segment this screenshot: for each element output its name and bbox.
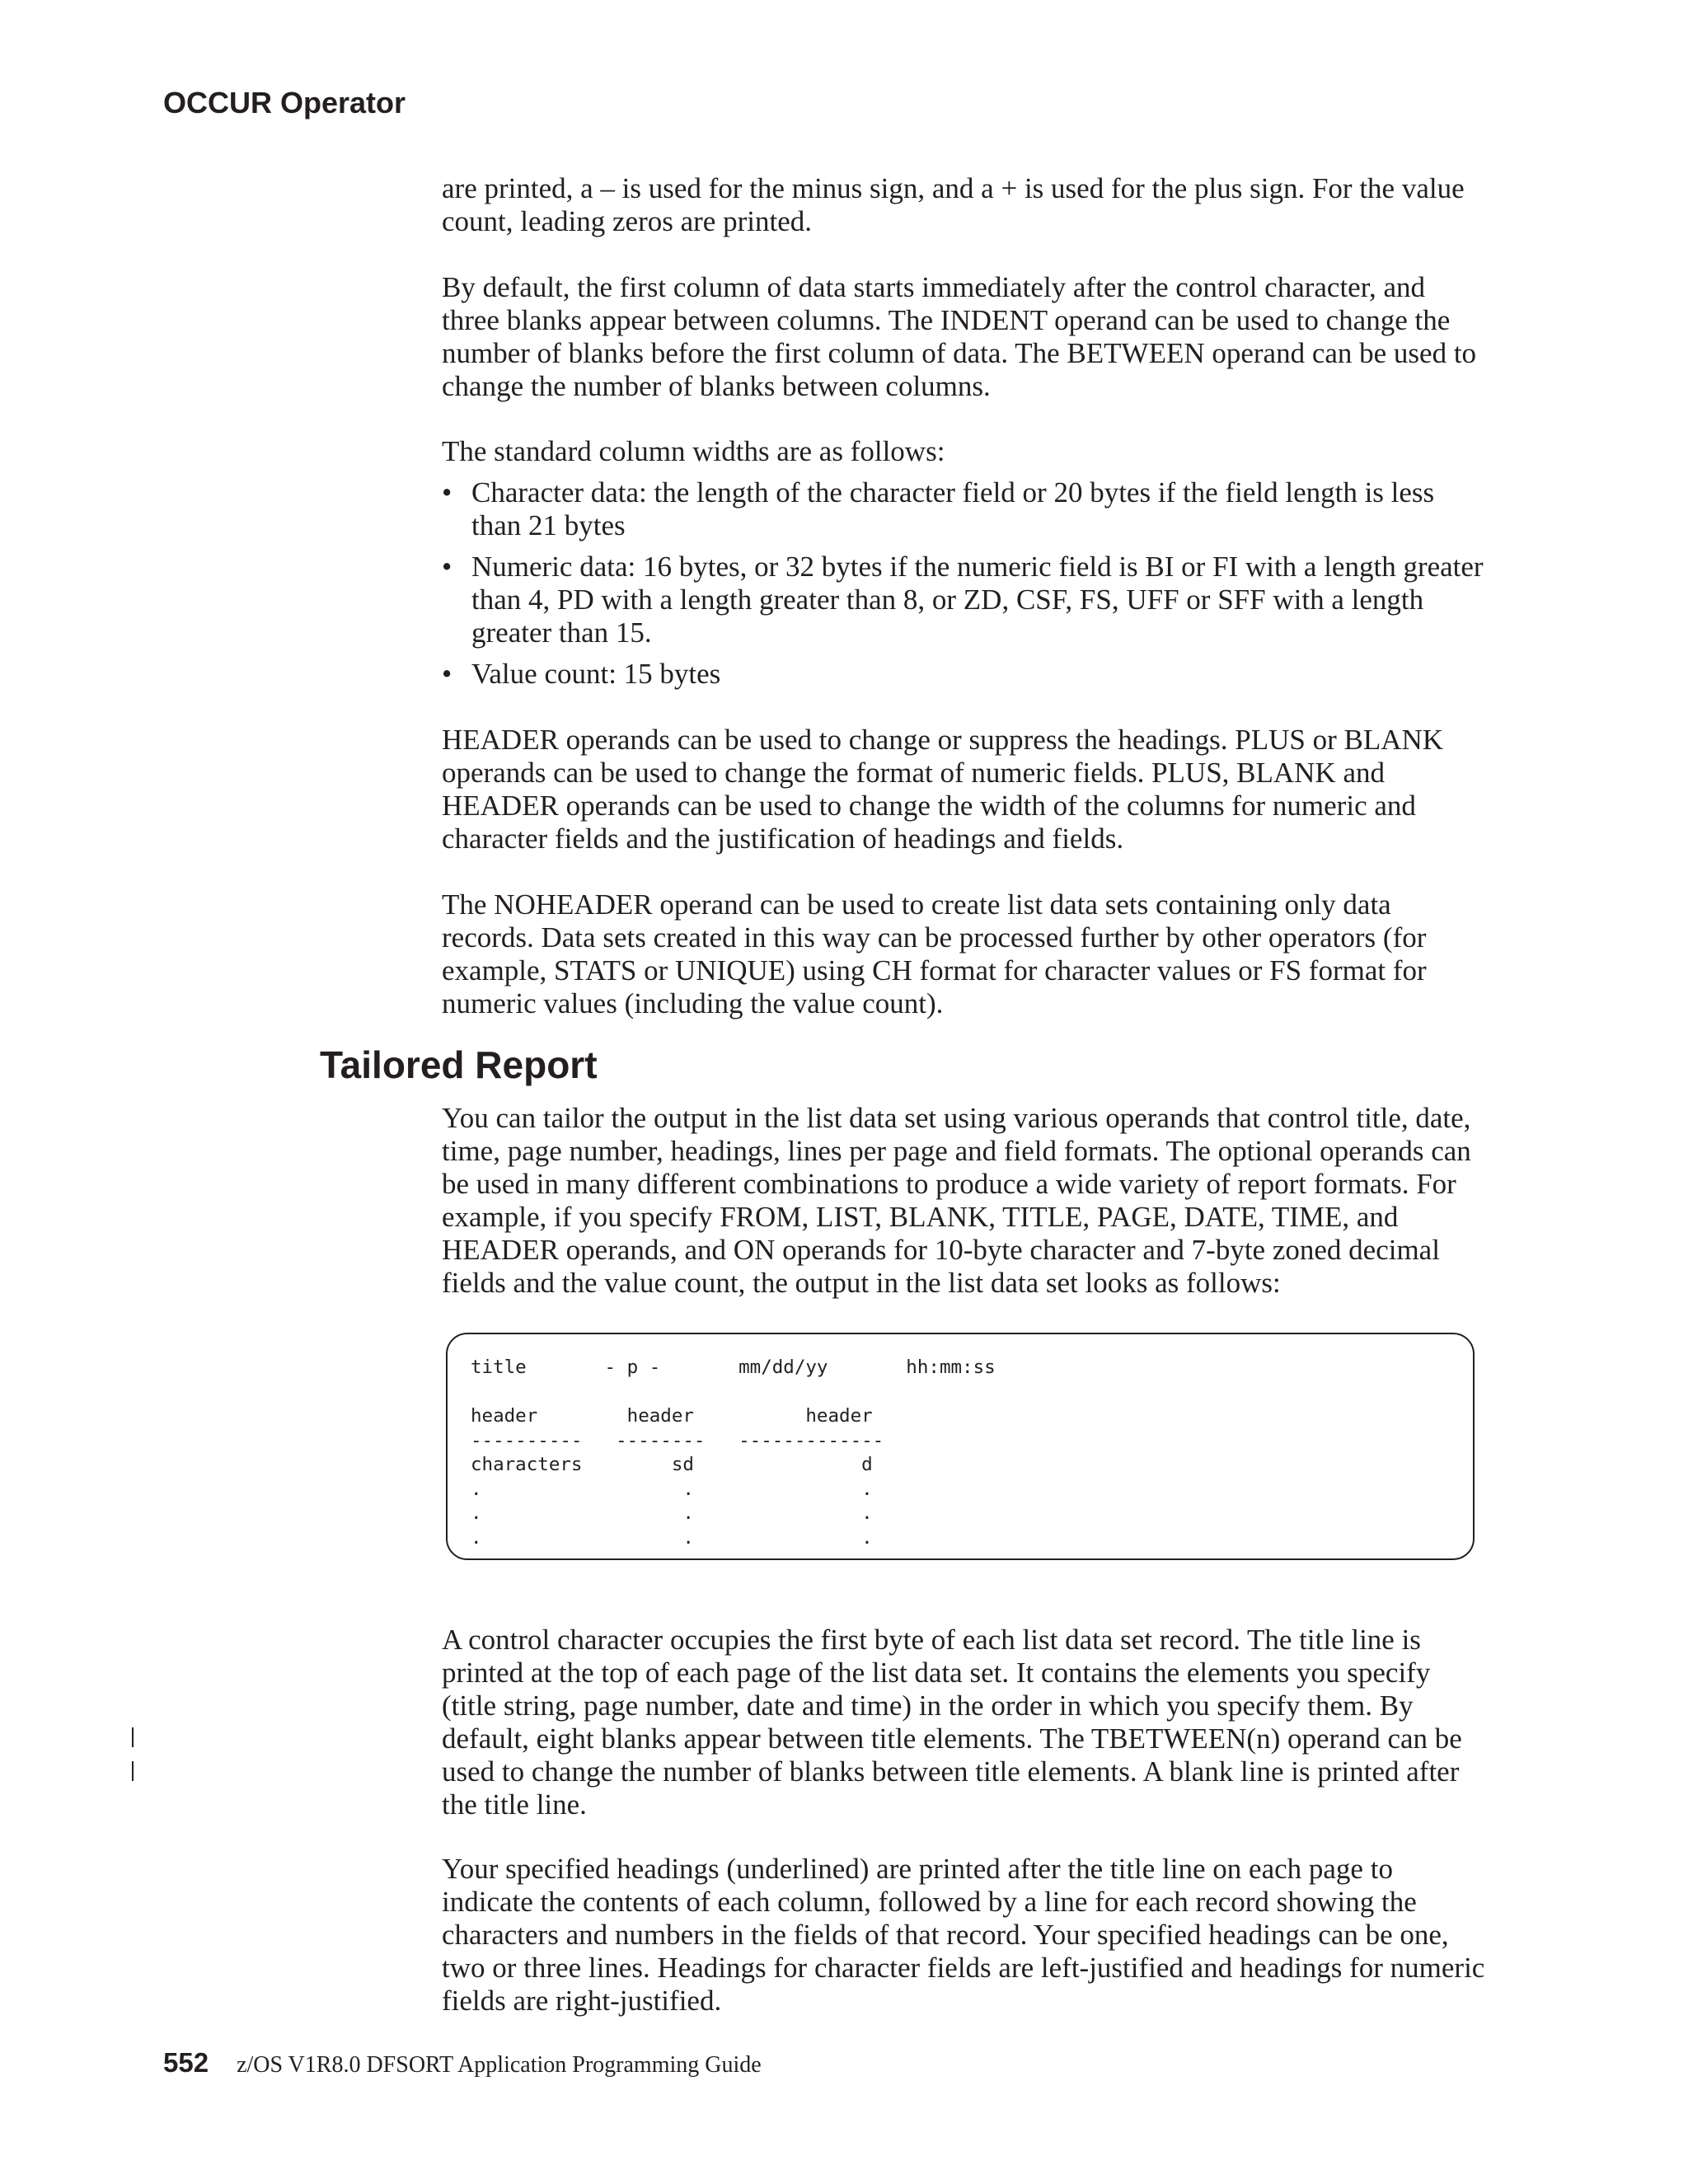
paragraph-text: Your specified headings (underlined) are printed after the title line on each page to indicate the contents of each column, followed by a line for each record showing the characters and numbers in the fields of that record. Your specified headings can be one, two or three lines. Headings for character fields are left-justified and headings for numeric fields are right-justified. <box>442 1853 1485 2017</box>
paragraph-text: The NOHEADER operand can be used to create list data sets containing only data records. Data sets created in this way can be processed further by other operators (for example, STATS or UNIQUE) using CH format for character values or FS format for numeric values (including the value count). <box>442 888 1427 1019</box>
page-number: 552 <box>163 2047 209 2078</box>
page-footer <box>163 2047 762 2079</box>
paragraph-tailor-intro <box>442 1102 1489 1300</box>
paragraph-default-columns <box>442 271 1489 403</box>
revision-change-bar <box>132 1761 134 1781</box>
paragraph-text: You can tailor the output in the list data set using various operands that control title, date, time, page number, headings, lines per page and field formats. The optional operands can be used in many different combinations to produce a wide variety of report formats. For example, if you specify FROM, LIST, BLANK, TITLE, PAGE, DATE, TIME, and HEADER operands, and ON operands for 10-byte character and 7-byte zoned decimal fields and the value count, the output in the list data set looks as follows: <box>442 1102 1471 1299</box>
bullet-marker: • <box>442 551 452 583</box>
book-title: z/OS V1R8.0 DFSORT Application Programming Guide <box>237 2052 762 2078</box>
list-item-text: Numeric data: 16 bytes, or 32 bytes if the numeric field is BI or FI with a length greater than 4, PD with a length greater than 8, or ZD, CSF, FS, UFF or SFF with a length greater than 15. <box>471 551 1484 649</box>
list-item-text: Value count: 15 bytes <box>471 658 721 690</box>
revision-change-bar <box>132 1727 134 1747</box>
paragraph-headings <box>442 1853 1489 2018</box>
list-item <box>442 658 1489 691</box>
paragraph-text: By default, the first column of data starts immediately after the control character, and three blanks appear between columns. The INDENT operand can be used to change the number of blanks before the first column of data. The BETWEEN operand can be used to change the number of blanks between columns. <box>442 271 1477 402</box>
column-widths-list <box>442 476 1489 699</box>
paragraph-text: The standard column widths are as follows: <box>442 435 945 467</box>
list-item <box>442 551 1489 649</box>
paragraph-text: HEADER operands can be used to change or suppress the headings. PLUS or BLANK operands can be used to change the format of numeric fields. PLUS, BLANK and HEADER operands can be used to change the width of the columns for numeric and character fields and the justification of headings and fields. <box>442 724 1444 855</box>
running-header-title: OCCUR Operator <box>163 86 406 120</box>
example-output-box <box>446 1333 1475 1560</box>
paragraph-noheader <box>442 888 1489 1020</box>
paragraph-sign-printing <box>442 172 1489 238</box>
section-heading: Tailored Report <box>320 1043 598 1086</box>
bullet-marker: • <box>442 476 452 509</box>
paragraph-control-character <box>442 1624 1489 1821</box>
list-item-text: Character data: the length of the character field or 20 bytes if the field length is less than 21 bytes <box>471 476 1435 541</box>
list-item <box>442 476 1489 542</box>
paragraph-column-widths-intro <box>442 435 1489 468</box>
paragraph-text: A control character occupies the first byte of each list data set record. The title line is printed at the top of each page of the list data set. It contains the elements you specify (title string, page number, date and time) in the order in which you specify them. By default, eight blanks appear between title elements. The TBETWEEN(n) operand can be used to change the number of blanks between title elements. A blank line is printed after the title line. <box>442 1624 1462 1821</box>
paragraph-text: are printed, a – is used for the minus sign, and a + is used for the plus sign. For the value count, leading zeros are printed. <box>442 172 1465 237</box>
example-output-code: title - p - mm/dd/yy hh:mm:ss header header header ---------- -------- ------------- characters sd d . . . . . . . . . <box>471 1357 996 1549</box>
paragraph-header-operands <box>442 724 1489 855</box>
bullet-marker: • <box>442 658 452 690</box>
